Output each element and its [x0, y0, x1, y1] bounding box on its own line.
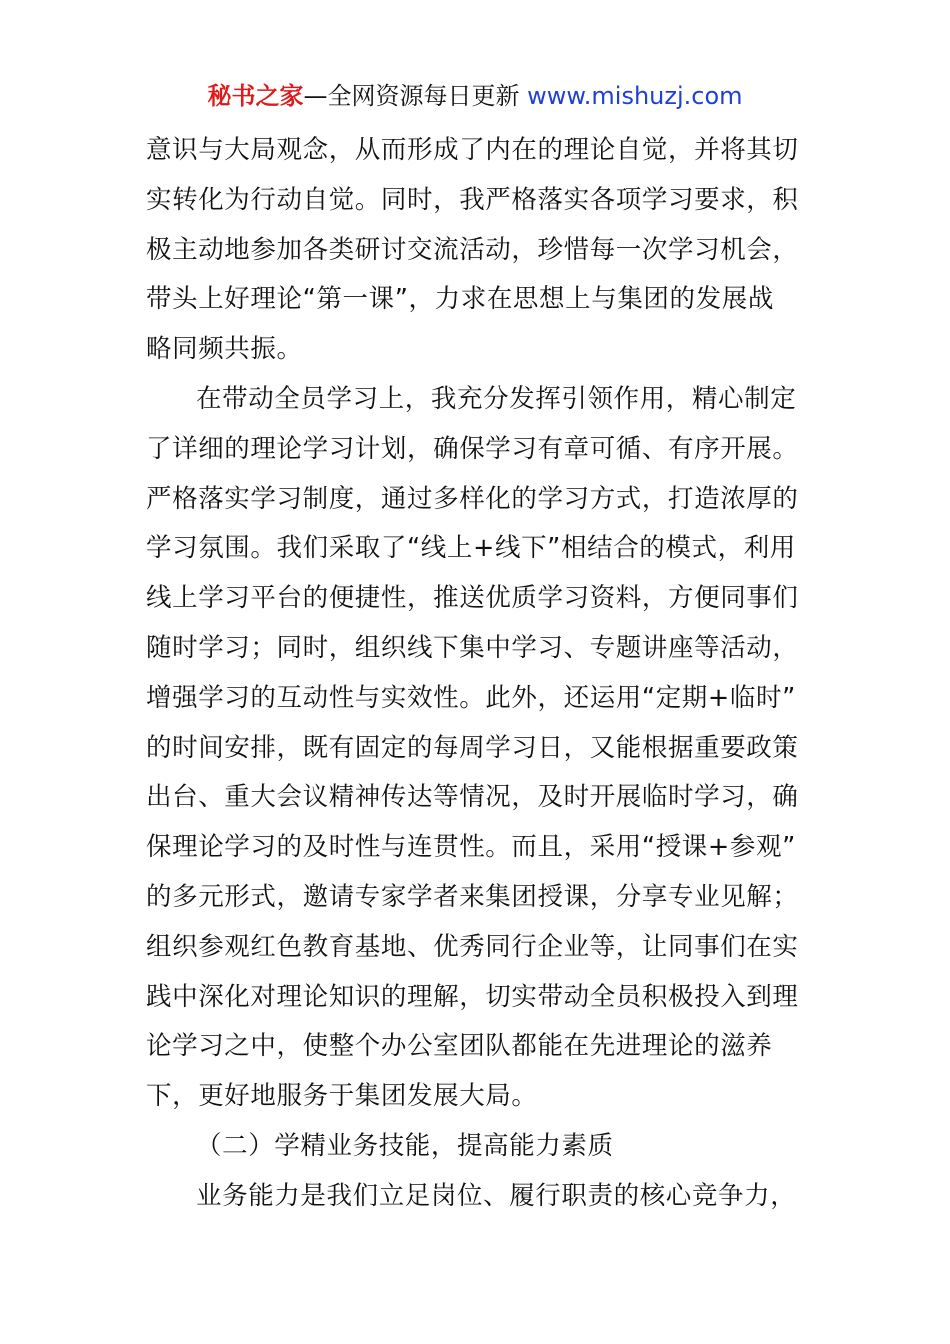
text-line: 带头上好理论“第一课”，力求在思想上与集团的发展战: [146, 284, 774, 315]
section-heading: （二）学精业务技能，提高能力素质: [196, 1130, 614, 1161]
site-brand: 秘书之家: [207, 82, 304, 110]
text-line: 践中深化对理论知识的理解，切实带动全员积极投入到理: [146, 981, 799, 1012]
paragraph-start-line: 在带动全员学习上，我充分发挥引领作用，精心制定: [196, 383, 797, 414]
text-line: 学习氛围。我们采取了“线上+线下”相结合的模式，利用: [146, 533, 796, 564]
text-line: 组织参观红色教育基地、优秀同行企业等，让同事们在实: [146, 931, 799, 962]
paragraph-start-line: 业务能力是我们立足岗位、履行职责的核心竞争力，: [196, 1180, 797, 1211]
site-url-link[interactable]: www.mishuzj.com: [527, 82, 743, 110]
text-line: 了详细的理论学习计划，确保学习有章可循、有序开展。: [146, 433, 799, 464]
site-tagline: —全网资源每日更新: [303, 82, 528, 110]
text-line: 线上学习平台的便捷性，推送优质学习资料，方便同事们: [146, 583, 799, 614]
text-line: 意识与大局观念，从而形成了内在的理论自觉，并将其切: [146, 135, 799, 165]
text-line: 严格落实学习制度，通过多样化的学习方式，打造浓厚的: [146, 483, 799, 514]
text-line: 出台、重大会议精神传达等情况，及时开展临时学习，确: [146, 782, 799, 813]
page-header: [0, 80, 950, 112]
text-line: 随时学习；同时，组织线下集中学习、专题讲座等活动，: [146, 632, 799, 663]
text-line: 略同频共振。: [146, 334, 303, 365]
document-body: [146, 126, 808, 1222]
text-line: 论学习之中，使整个办公室团队都能在先进理论的滋养: [146, 1031, 773, 1062]
text-line: 保理论学习的及时性与连贯性。而且，采用“授课+参观”: [146, 832, 796, 863]
text-line: 实转化为行动自觉。同时，我严格落实各项学习要求，积: [146, 184, 799, 215]
text-line: 的时间安排，既有固定的每周学习日，又能根据重要政策: [146, 732, 799, 763]
text-line: 增强学习的互动性与实效性。此外，还运用“定期+临时”: [146, 682, 796, 713]
text-line: 的多元形式，邀请专家学者来集团授课，分享专业见解；: [146, 881, 799, 912]
text-line: 极主动地参加各类研讨交流活动，珍惜每一次学习机会，: [146, 234, 799, 265]
text-line: 下，更好地服务于集团发展大局。: [146, 1081, 538, 1112]
